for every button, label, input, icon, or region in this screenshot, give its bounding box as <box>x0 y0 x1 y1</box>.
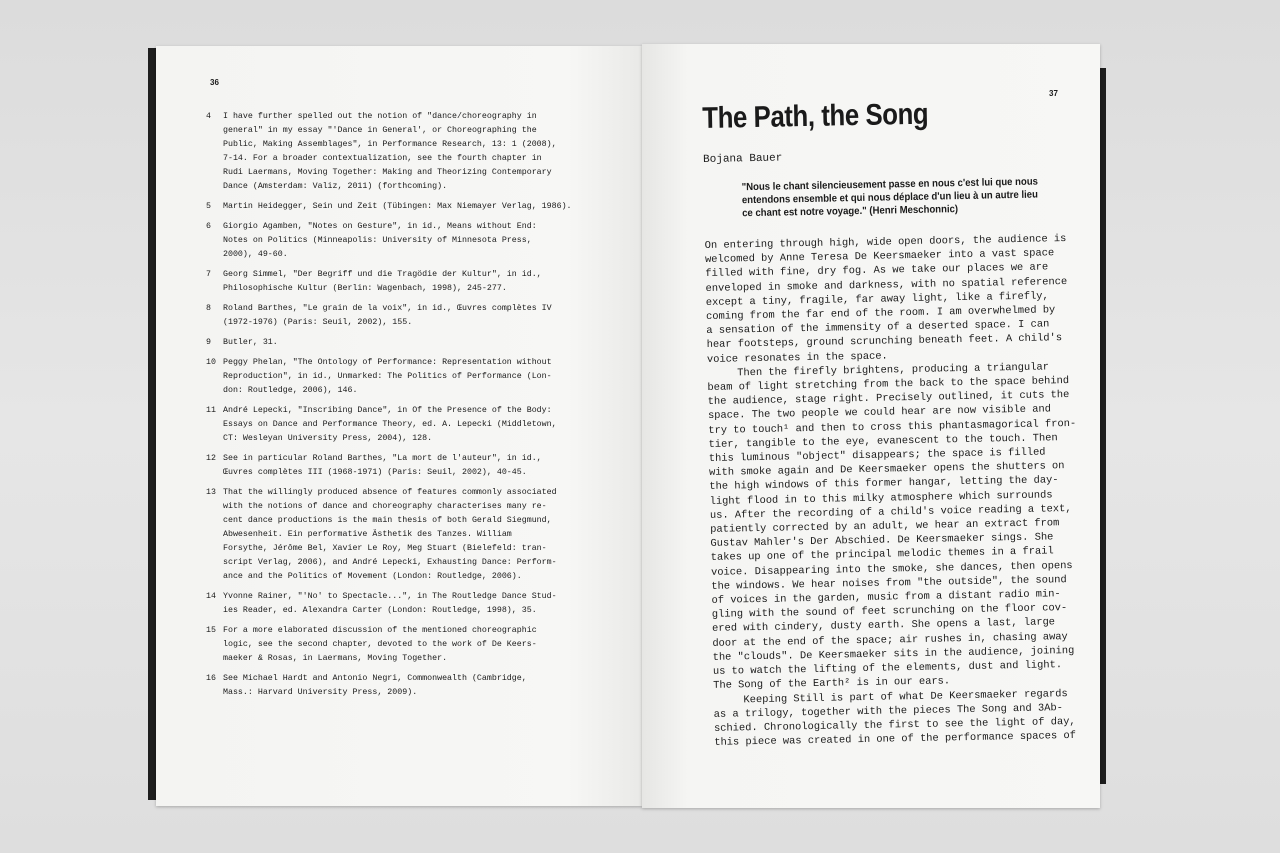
endnote-line: maeker & Rosas, in Laermans, Moving Together. <box>223 654 448 663</box>
endnote-16 <box>206 672 601 700</box>
endnote-14 <box>206 590 601 618</box>
right-page <box>642 44 1100 808</box>
body-line: of voices in the garden, music from a distant radio min- <box>711 588 1061 607</box>
body-line: welcomed by Anne Teresa De Keersmaeker into a vast space <box>704 247 1055 267</box>
body-line: voice. Disappearing into the smoke, she dances, then opens <box>710 559 1073 579</box>
endnote-line: CT: Wesleyan University Press, 2004), 128. <box>223 434 433 443</box>
endnote-number: 15 <box>206 626 216 635</box>
body-line: takes up one of the principal melodic themes in a frail <box>710 545 1054 565</box>
endnote-line: ance and the Politics of Movement (London: Routledge, 2006). <box>223 572 522 581</box>
endnote-line: Notes on Politics (Minneapolis: University of Minnesota Press, <box>223 236 532 245</box>
endnote-line: Essays on Dance and Performance Theory, ed. A. Lepecki (Middletown, <box>223 420 557 429</box>
body-line: enveloped in smoke and darkness, with no spatial reference <box>705 275 1068 295</box>
endnote-line: Rudi Laermans, Moving Together: Making and Theorizing Contemporary <box>223 168 552 177</box>
body-line: schied. Chronologically the first to see the light of day, <box>713 715 1076 735</box>
body-line: door at the end of the space; air rushes in, chasing away <box>712 630 1068 650</box>
right-page-number: 37 <box>1049 89 1058 98</box>
endnote-line: ies Reader, ed. Alexandra Carter (London: Routledge, 1998), 35. <box>223 606 537 615</box>
endnote-line: Butler, 31. <box>223 338 278 347</box>
body-line: tier, tangible to the eye, evanescent to the touch. Then <box>708 432 1058 451</box>
endnote-line: Abwesenheit. Ein performative Ästhetik des Tanzes. William <box>223 530 512 539</box>
body-line: a sensation of the immensity of a deserted space. I can <box>706 318 1050 338</box>
body-line: hear footsteps, ground scrunching beneath feet. A child's <box>706 332 1063 352</box>
endnote-15 <box>206 624 601 666</box>
endnote-line: Giorgio Agamben, "Notes on Gesture", in id., Means without End: <box>223 222 537 231</box>
endnote-number: 13 <box>206 488 216 497</box>
endnote-line: Roland Barthes, "Le grain de la voix", in id., Œuvres complètes IV <box>223 304 552 313</box>
endnote-line: See Michael Hardt and Antonio Negri, Commonwealth (Cambridge, <box>223 674 527 683</box>
endnote-line: Philosophische Kultur (Berlin: Wagenbach, 1998), 245-277. <box>223 284 507 293</box>
endnote-10 <box>206 356 601 398</box>
left-page-number: 36 <box>210 78 219 87</box>
endnote-line: Forsythe, Jérôme Bel, Xavier Le Roy, Meg Stuart (Bielefeld: tran- <box>223 544 547 553</box>
endnote-7 <box>206 268 601 296</box>
endnote-line: logic, see the second chapter, devoted to the work of De Keers- <box>223 640 537 649</box>
endnote-line: Mass.: Harvard University Press, 2009). <box>223 688 418 697</box>
body-line: Gustav Mahler's Der Abschied. De Keersmaeker sings. She <box>710 531 1054 551</box>
endnote-11 <box>206 404 601 446</box>
endnote-12 <box>206 452 601 480</box>
body-line: except a tiny, fragile, far away light, like a firefly, <box>705 290 1049 309</box>
body-line: the windows. We hear noises from "the outside", the sound <box>711 573 1067 593</box>
endnote-number: 8 <box>206 304 211 313</box>
endnote-line: Yvonne Rainer, "'No' to Spectacle...", in The Routledge Dance Stud- <box>223 592 557 601</box>
left-page <box>156 46 642 806</box>
endnote-number: 5 <box>206 202 211 211</box>
endnote-line: Reproduction", in id., Unmarked: The Politics of Performance (Lon- <box>223 372 552 381</box>
endnote-line: general" in my essay "'Dance in General', or Choreographing the <box>223 126 537 135</box>
endnote-number: 9 <box>206 338 211 347</box>
endnotes-list <box>206 110 601 706</box>
endnote-line: (1972-1976) (Paris: Seuil, 2002), 155. <box>223 318 413 327</box>
body-line: this piece was created in one of the performance spaces of <box>714 730 1077 749</box>
body-line: try to touch¹ and then to cross this phantasmagorical fron- <box>708 417 1077 437</box>
article-body <box>705 232 1075 750</box>
article-title: The Path, the Song <box>702 97 929 135</box>
endnote-line: I have further spelled out the notion of "dance/choreography in <box>223 112 537 121</box>
body-line: Then the firefly brightens, producing a triangular <box>737 361 1050 380</box>
body-line: the "clouds". De Keersmaeker sits in the audience, joining <box>712 644 1075 664</box>
body-line: On entering through high, wide open doors, the audience is <box>704 233 1067 252</box>
body-line: the high windows of this former hangar, letting the day- <box>709 474 1059 494</box>
endnote-line: 2000), 49-60. <box>223 250 288 259</box>
body-line: with smoke again and De Keersmaeker opens the shutters on <box>709 460 1065 480</box>
endnote-line: Public, Making Assemblages", in Performance Research, 13: 1 (2008), <box>223 140 557 149</box>
endnote-line: don: Routledge, 2006), 146. <box>223 386 358 395</box>
endnote-number: 7 <box>206 270 211 279</box>
endnote-line: Martin Heidegger, Sein und Zeit (Tübingen: Max Niemayer Verlag, 1986). <box>223 202 572 211</box>
endnote-line: with the notions of dance and choreography characterises many re- <box>223 502 547 511</box>
body-line: beam of light stretching from the back to the space behind <box>707 375 1070 394</box>
endnote-9 <box>206 336 601 350</box>
endnote-8 <box>206 302 601 330</box>
endnote-line: André Lepecki, "Inscribing Dance", in Of the Presence of the Body: <box>223 406 552 415</box>
article <box>702 95 1077 750</box>
endnote-line: That the willingly produced absence of features commonly associated <box>223 488 557 497</box>
endnote-number: 4 <box>206 112 211 121</box>
endnote-line: See in particular Roland Barthes, "La mort de l'auteur", in id., <box>223 454 542 463</box>
endnote-number: 16 <box>206 674 216 683</box>
body-line: gling with the sound of feet scrunching on the floor cov- <box>711 602 1068 622</box>
body-line: The Song of the Earth² is in our ears. <box>713 675 951 693</box>
body-line: ered with cindery, dusty earth. She opens a last, large <box>712 616 1056 636</box>
body-line: filled with fine, dry fog. As we take our places we are <box>705 261 1049 281</box>
endnote-line: For a more elaborated discussion of the mentioned choreographic <box>223 626 537 635</box>
body-line: voice resonates in the space. <box>706 350 888 366</box>
body-line: space. The two people we could hear are now visible and <box>707 403 1052 423</box>
body-line: the audience, stage right. Precisely outlined, it cuts the <box>707 389 1070 409</box>
endnote-line: Georg Simmel, "Der Begriff und die Tragödie der Kultur", in id., <box>223 270 542 279</box>
endnote-6 <box>206 220 601 262</box>
body-line: this luminous "object" disappears; the space is filled <box>708 446 1046 465</box>
endnote-13 <box>206 486 601 584</box>
body-line: Keeping Still is part of what De Keersmaeker regards <box>743 687 1068 706</box>
body-line: as a trilogy, together with the pieces The Song and 3Ab- <box>713 701 1064 721</box>
endnote-4 <box>206 110 601 194</box>
article-author: Bojana Bauer <box>702 152 783 166</box>
endnote-line: Œuvres complètes III (1968-1971) (Paris: Seuil, 2002), 40-45. <box>223 468 527 477</box>
endnote-line: Dance (Amsterdam: Valiz, 2011) (forthcoming). <box>223 182 448 191</box>
body-line: us to watch the lifting of the elements, dust and light. <box>712 659 1063 678</box>
body-line: us. After the recording of a child's voice reading a text, <box>709 502 1072 522</box>
endnote-5 <box>206 200 601 214</box>
endnote-number: 14 <box>206 592 216 601</box>
body-line: coming from the far end of the room. I am overwhelmed by <box>706 304 1056 323</box>
endnote-line: script Verlag, 2006), and André Lepecki, Exhausting Dance: Perform- <box>223 558 557 567</box>
endnote-number: 11 <box>206 406 216 415</box>
body-line: patiently corrected by an adult, we hear an extract from <box>710 517 1060 536</box>
body-line: light flood in to this milky atmosphere which surrounds <box>709 488 1053 508</box>
endnote-number: 12 <box>206 454 216 463</box>
endnote-line: Peggy Phelan, "The Ontology of Performance: Representation without <box>223 358 552 367</box>
endnote-number: 10 <box>206 358 216 367</box>
endnote-number: 6 <box>206 222 211 231</box>
epigraph: "Nous le chant silencieusement passe en nous c'est lui que nous entendons ensemble et qui nous déplace d'un lieu à un autre lieu ce chant est notre voyage." (Henri Meschonnic) <box>741 176 1039 220</box>
endnote-line: 7-14. For a broader contextualization, see the fourth chapter in <box>223 154 542 163</box>
endnote-line: cent dance productions is the main thesis of both Gerald Siegmund, <box>223 516 552 525</box>
